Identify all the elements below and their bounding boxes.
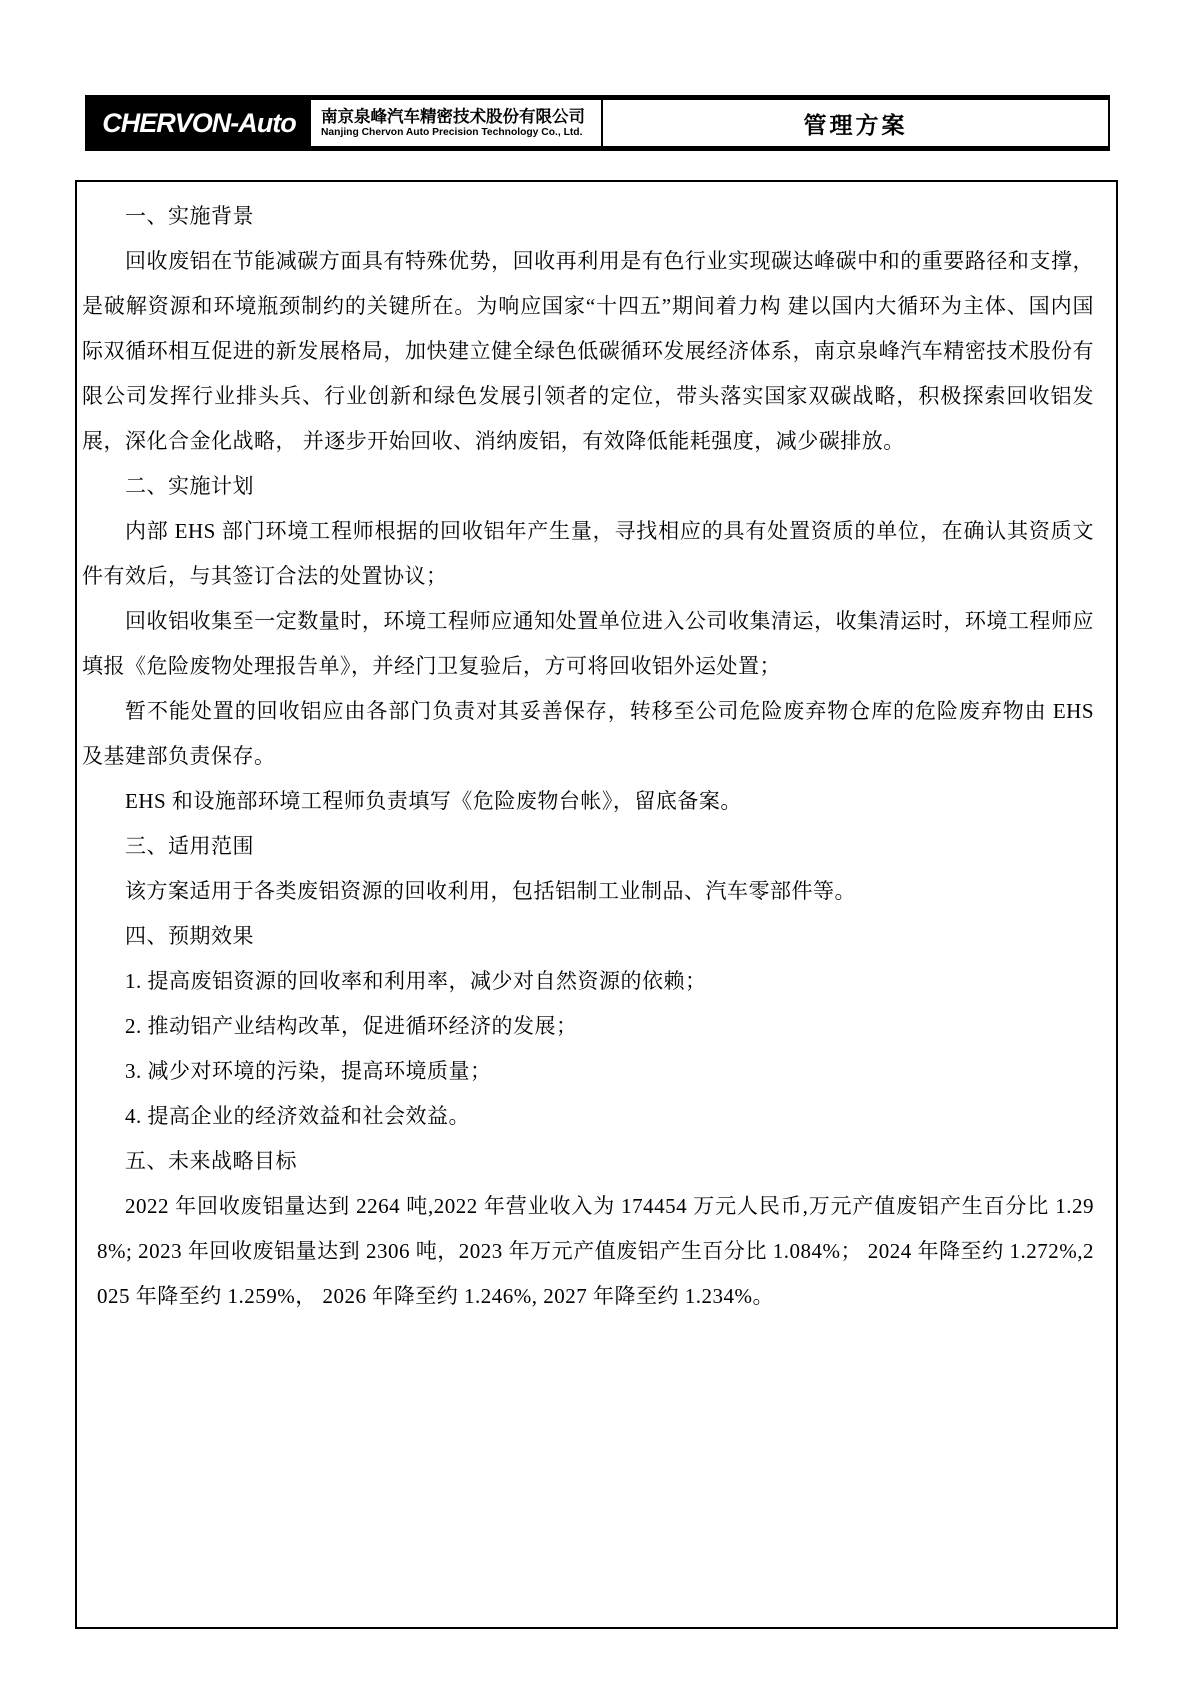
document-header xyxy=(85,95,1110,151)
company-name-block xyxy=(311,100,601,146)
document-title: 管理方案 xyxy=(803,111,908,138)
section-heading-5: 五、未来战略目标 xyxy=(125,1149,297,1173)
paragraph: 回收废铝在节能减碳方面具有特殊优势，回收再利用是有色行业实现碳达峰碳中和的重要路径和支撑，是破解资源和环境瓶颈制约的关键所在。为响应国家“十四五”期间着力构 建以国内大循环为主体、国内国际双循环相互促进的新发展格局，加快建立健全绿色低碳循环发展经济体系，南京泉峰汽车精密技术股份有限公司发挥行业排头兵、行业创新和绿色发展引领者的定位，带头落实国家双碳战略，积极探索回收铝发展，深化合金化战略， 并逐步开始回收、消纳废铝，有效降低能耗强度，减少碳排放。 xyxy=(82,249,1094,453)
paragraph: 暂不能处置的回收铝应由各部门负责对其妥善保存，转移至公司危险废弃物仓库的危险废弃物由 EHS 及基建部负责保存。 xyxy=(82,699,1094,768)
section-heading-4: 四、预期效果 xyxy=(125,924,254,948)
list-item: 4. 提高企业的经济效益和社会效益。 xyxy=(125,1104,470,1128)
list-item: 1. 提高废铝资源的回收率和利用率，减少对自然资源的依赖； xyxy=(125,969,707,993)
paragraph: 2022 年回收废铝量达到 2264 吨,2022 年营业收入为 174454 万元人民币,万元产值废铝产生百分比 1.298%; 2023 年回收废铝量达到 2306 吨，2023 年万元产值废铝产生百分比 1.084%； 2024 年降至约 1.272%,2025 年降至约 1.259%， 2026 年降至约 1.246%, 2027 年降至约 1.234%。 xyxy=(97,1194,1094,1308)
list-item: 3. 减少对环境的污染，提高环境质量； xyxy=(125,1059,492,1083)
section-heading-2: 二、实施计划 xyxy=(125,474,254,498)
paragraph: 回收铝收集至一定数量时，环境工程师应通知处置单位进入公司收集清运，收集清运时，环境工程师应填报《危险废物处理报告单》，并经门卫复验后，方可将回收铝外运处置； xyxy=(82,609,1094,678)
paragraph: 内部 EHS 部门环境工程师根据的回收铝年产生量，寻找相应的具有处置资质的单位，在确认其资质文件有效后，与其签订合法的处置协议； xyxy=(82,519,1094,588)
company-name-cn: 南京泉峰汽车精密技术股份有限公司 xyxy=(321,107,585,126)
paragraph: EHS 和设施部环境工程师负责填写《危险废物台帐》，留底备案。 xyxy=(125,789,742,813)
list-item: 2. 推动铝产业结构改革，促进循环经济的发展； xyxy=(125,1014,578,1038)
paragraph: 该方案适用于各类废铝资源的回收利用，包括铝制工业制品、汽车零部件等。 xyxy=(125,879,856,903)
company-logo-text: CHERVON-Auto xyxy=(102,107,296,138)
section-heading-1: 一、实施背景 xyxy=(125,204,254,228)
company-logo xyxy=(87,100,311,146)
company-name-en: Nanjing Chervon Auto Precision Technology Co., Ltd. xyxy=(321,127,583,139)
section-heading-3: 三、适用范围 xyxy=(125,834,254,858)
document-content-box xyxy=(75,180,1118,1629)
